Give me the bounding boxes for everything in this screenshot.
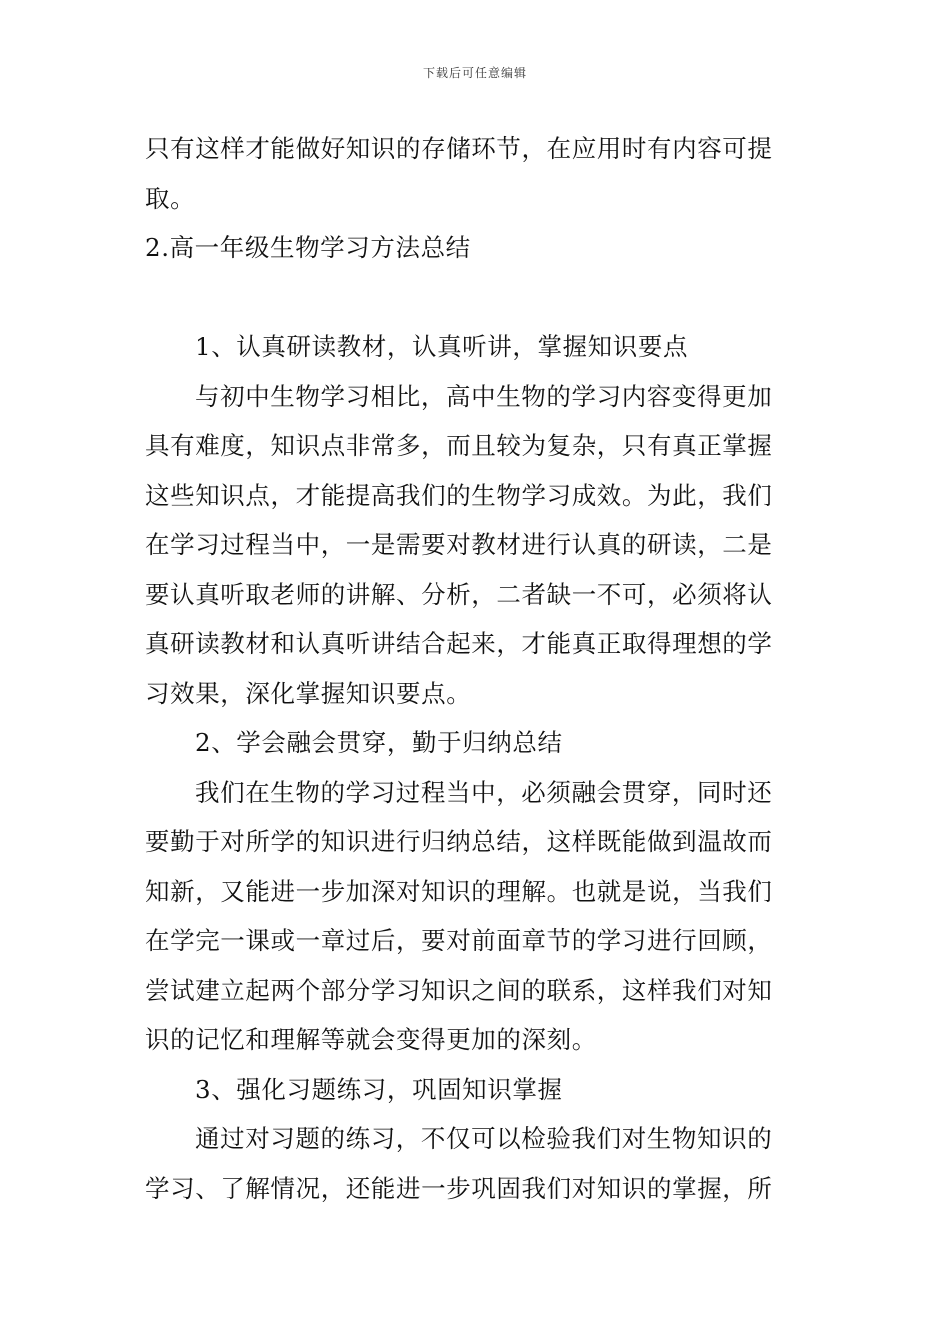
subsection-heading: 2、学会融会贯穿，勤于归纳总结 (195, 728, 563, 757)
text-line: 取。 (145, 183, 196, 213)
text-line: 这些知识点，才能提高我们的生物学习成效。为此，我们 (145, 480, 773, 510)
text-line: 真研读教材和认真听讲结合起来，才能真正取得理想的学 (145, 629, 773, 658)
blank-line (145, 273, 810, 323)
text-line: 识的记忆和理解等就会变得更加的深刻。 (145, 1025, 597, 1054)
text-line: 在学完一课或一章过后，要对前面章节的学习进行回顾， (145, 926, 773, 955)
text-line: 具有难度，知识点非常多，而且较为复杂，只有真正掌握 (145, 431, 773, 460)
text-line: 尝试建立起两个部分学习知识之间的联系，这样我们对知 (145, 975, 773, 1005)
page-header: 下载后可任意编辑 (422, 66, 527, 80)
text-line: 在学习过程当中，一是需要对教材进行认真的研读，二是 (145, 530, 773, 559)
section-heading: 2.高一年级生物学习方法总结 (145, 233, 471, 262)
text-line: 只有这样才能做好知识的存储环节，在应用时有内容可提 (145, 134, 773, 163)
subsection-heading: 3、强化习题练习，巩固知识掌握 (195, 1074, 563, 1104)
paragraph-start: 与初中生物学习相比，高中生物的学习内容变得更加 (195, 381, 773, 411)
text-line: 学习、了解情况，还能进一步巩固我们对知识的掌握，所 (145, 1173, 773, 1203)
text-line: 知新，又能进一步加深对知识的理解。也就是说，当我们 (145, 876, 773, 906)
paragraph-start: 我们在生物的学习过程当中，必须融会贯穿，同时还 (195, 777, 773, 807)
text-line: 要认真听取老师的讲解、分析，二者缺一不可，必须将认 (145, 579, 773, 609)
text-line: 习效果，深化掌握知识要点。 (145, 678, 472, 708)
text-line: 要勤于对所学的知识进行归纳总结，这样既能做到温故而 (145, 827, 773, 856)
document-body (145, 124, 810, 1213)
paragraph-start: 通过对习题的练习，不仅可以检验我们对生物知识的 (195, 1124, 773, 1153)
subsection-heading: 1、认真研读教材，认真听讲，掌握知识要点 (195, 332, 689, 361)
